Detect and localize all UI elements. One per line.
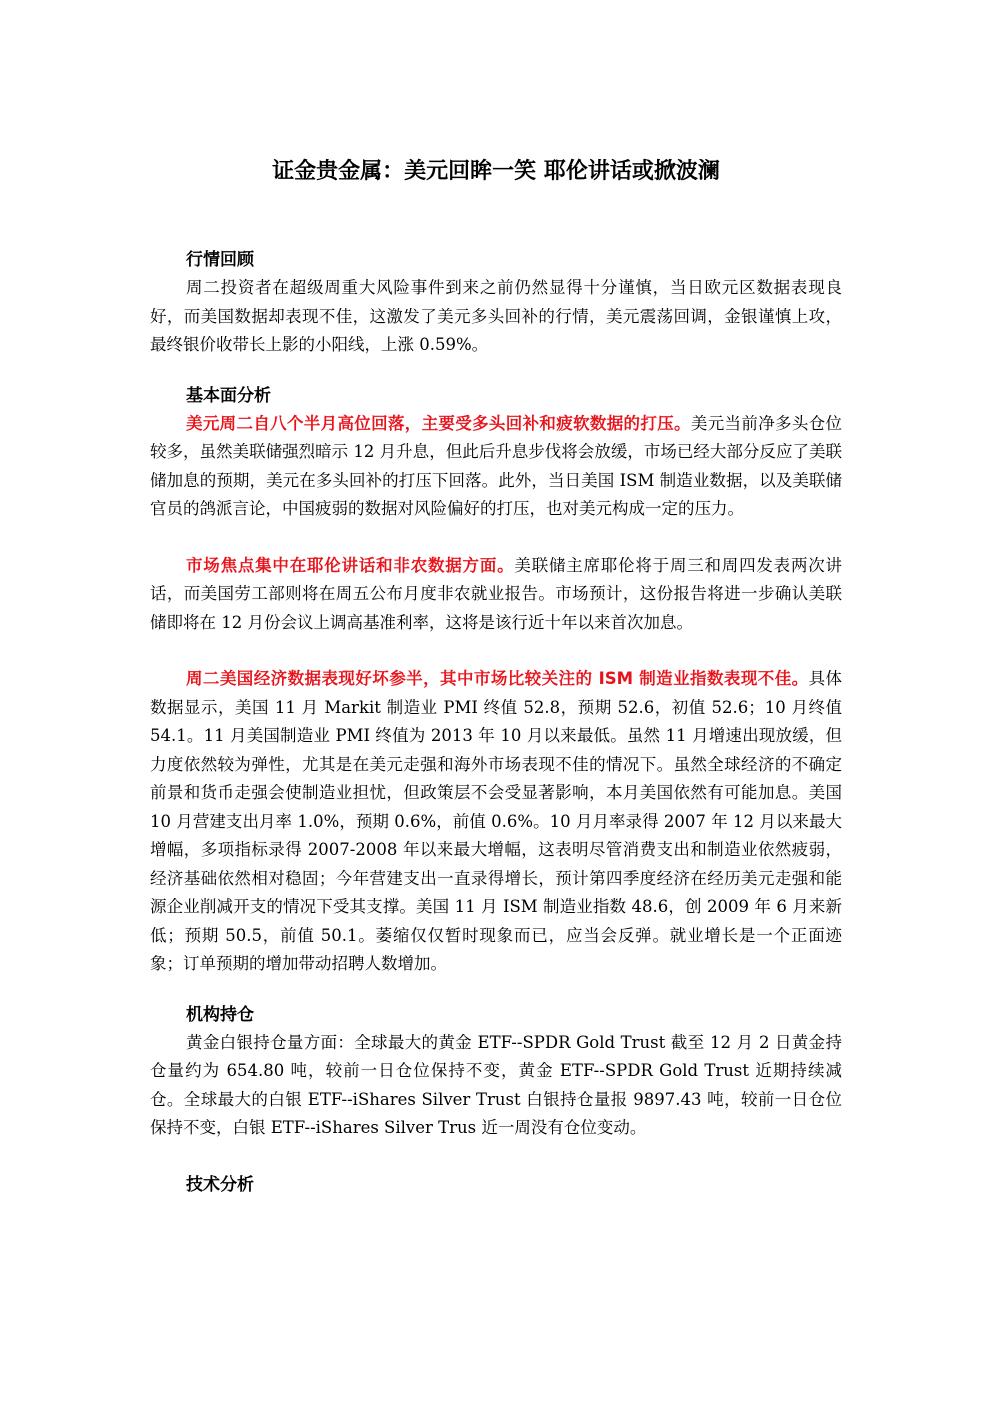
- paragraph-holdings: [150, 1029, 842, 1143]
- paragraph-text: 周二投资者在超级周重大风险事件到来之前仍然显得十分谨慎，当日欧元区数据表现良好，而美国数据却表现不佳，这激发了美元多头回补的行情，美元震荡回调，金银谨慎上攻，最终银价收带长上影的小阳线，上涨 0.59%。: [150, 278, 842, 354]
- paragraph-text: 美元当前净多头仓位较多，虽然美联储强烈暗示 12 月升息，但此后升息步伐将会放缓，市场已经大部分反应了美联储加息的预期，美元在多头回补的打压下回落。此外，当日美国 ISM 制造业数据，以及美联储官员的鸽派言论，中国疲弱的数据对风险偏好的打压，也对美元构成一定的压力。: [150, 413, 843, 518]
- paragraph-text: 具体数据显示，美国 11 月 Markit 制造业 PMI 终值 52.8，预期 52.6，初值 52.6；10 月终值 54.1。11 月美国制造业 PMI 终值为 2013 年 10 月以来最低。虽然 11 月增速出现放缓，但力度依然较为弹性，尤其是在美元走强和海外市场表现不佳的情况下。虽然全球经济的不确定前景和货币走强会使制造业担忧，但政策层不会受显著影响，本月美国依然有可能加息。美国 10 月营建支出月率 1.0%，预期 0.6%，前值 0.6%。10 月月率录得 2007 年 12 月以来最大增幅，多项指标录得 2007-2008 年以来最大增幅，这表明尽管消费支出和制造业依然疲弱，经济基础依然相对稳固；今年营建支出一直录得增长，预计第四季度经济在经历美元走强和能源企业削减开支的情况下受其支撑。美国 11 月 ISM 制造业指数 48.6，创 2009 年 6 月来新低；预期 50.5，前值 50.1。萎缩仅仅暂时现象而已，应当会反弹。就业增长是一个正面迹象；订单预期的增加带动招聘人数增加。: [150, 669, 842, 973]
- document-title: 证金贵金属：美元回眸一笑 耶伦讲话或掀波澜: [272, 159, 720, 184]
- paragraph-fundamentals-2: [150, 552, 842, 638]
- paragraph-text: 黄金白银持仓量方面：全球最大的黄金 ETF--SPDR Gold Trust 截至 12 月 2 日黄金持仓量约为 654.80 吨，较前一日仓位保持不变，黄金 ETF--SPDR Gold Trust 近期持续减仓。全球最大的白银 ETF--iShares Silver Trust 白银持仓量报 9897.43 吨，较前一日仓位保持不变，白银 ETF--iShares Silver Trus 近一周没有仓位变动。: [150, 1032, 842, 1137]
- section-heading-technical: 技术分析: [186, 1174, 254, 1195]
- paragraph-lead-highlight: 周二美国经济数据表现好坏参半，其中市场比较关注的 ISM 制造业指数表现不佳。: [186, 669, 809, 688]
- section-heading-fundamentals: 基本面分析: [186, 385, 271, 406]
- paragraph-lead-highlight: 美元周二自八个半月高位回落，主要受多头回补和疲软数据的打压。: [186, 413, 691, 433]
- paragraph-lead-highlight: 市场焦点集中在耶伦讲话和非农数据方面。: [186, 555, 515, 575]
- document-body: [150, 246, 842, 1199]
- section-heading-market-review: 行情回顾: [186, 250, 254, 270]
- paragraph-fundamentals-1: [150, 410, 842, 524]
- paragraph-text: 美联储主席耶伦将于周三和周四发表两次讲话，而美国劳工部则将在周五公布月度非农就业报告。市场预计，这份报告将进一步确认美联储即将在 12 月份会议上调高基准利率，这将是该行近十年以来首次加息。: [150, 555, 843, 632]
- section-heading-holdings: 机构持仓: [186, 1004, 254, 1025]
- paragraph-fundamentals-3: [150, 665, 842, 979]
- paragraph-market-review: [150, 274, 842, 360]
